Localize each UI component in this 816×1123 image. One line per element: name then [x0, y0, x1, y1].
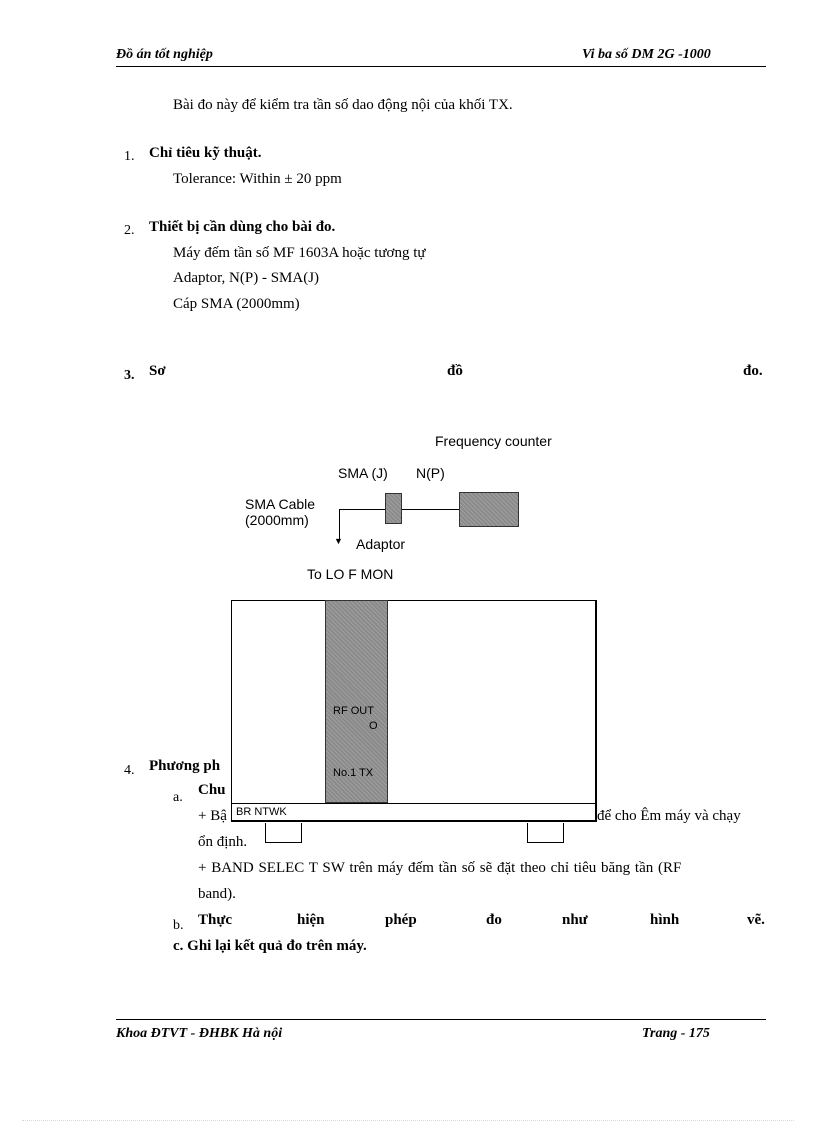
item-a-plus-2-line-2: band). [198, 886, 236, 902]
item-b-word-5: như [562, 912, 588, 928]
item-b-word-6: hình [650, 912, 680, 928]
label-no1-tx: No.1 TX [333, 767, 374, 779]
item-a-line-1-start: + Bậ [198, 808, 227, 824]
equipment-foot-left [265, 823, 302, 843]
section-3-word-3: đo. [743, 363, 763, 379]
cable-line-right [401, 509, 459, 510]
section-3-number: 3. [124, 368, 135, 383]
footer-left: Khoa ĐTVT - ĐHBK Hà nội [116, 1026, 283, 1041]
section-4-title: Phương ph [149, 758, 221, 774]
header-left: Đồ án tốt nghiệp [116, 47, 213, 62]
header-rule [116, 66, 766, 67]
label-br-ntwk: BR NTWK [236, 806, 287, 818]
label-sma-j: SMA (J) [338, 465, 388, 481]
section-3-word-1: Sơ [149, 363, 166, 379]
header-right: Vi ba số DM 2G -1000 [582, 47, 711, 62]
label-frequency-counter: Frequency counter [435, 433, 552, 449]
section-2-line-3: Cáp SMA (2000mm) [173, 296, 300, 312]
section-1-line-1: Tolerance: Within ± 20 ppm [173, 171, 342, 187]
frequency-counter-block [459, 492, 519, 527]
item-b-word-4: đo [486, 912, 502, 928]
label-to-lo-f-mon: To LO F MON [307, 566, 394, 582]
item-a-line-2: ổn định. [198, 834, 248, 850]
item-b-word-3: phép [385, 912, 417, 928]
item-a-title: Chu [198, 782, 226, 798]
item-b-word-1: Thực [198, 912, 233, 928]
item-b-word-2: hiện [297, 912, 325, 928]
item-b-word-7: vẽ. [747, 912, 765, 928]
label-sma-cable-length: (2000mm) [245, 512, 309, 528]
section-2-line-2: Adaptor, N(P) - SMA(J) [173, 270, 320, 286]
footer-rule [116, 1019, 766, 1020]
section-2-line-1: Máy đếm tần số MF 1603A hoặc tương tự [173, 245, 426, 261]
item-c-line: c. Ghi lại kết quả đo trên máy. [173, 938, 367, 954]
intro-text: Bài đo này để kiểm tra tần số dao động nội của khối TX. [173, 97, 513, 113]
item-a-plus-2-line-1: + BAND SELEC T SW trên máy đếm tần số sẽ đặt theo chỉ tiêu băng tần (RF [198, 860, 682, 876]
footer-right: Trang - 175 [642, 1026, 710, 1041]
item-a-line-1-end: để cho Êm máy và chạy [597, 808, 741, 824]
label-rf-out: RF OUT [333, 705, 374, 717]
page-bottom-edge [22, 1120, 794, 1121]
equipment-divider [231, 803, 597, 804]
section-1-title: Chỉ tiêu kỹ thuật. [149, 145, 262, 161]
item-b-marker: b. [173, 918, 184, 933]
adaptor-block [385, 493, 402, 524]
label-sma-cable: SMA Cable [245, 496, 316, 512]
equipment-foot-right [527, 823, 564, 843]
cable-line-left [339, 509, 385, 510]
item-a-marker: a. [173, 790, 183, 805]
section-3-word-2: đồ [447, 363, 463, 379]
section-2-number: 2. [124, 223, 135, 238]
label-adaptor: Adaptor [356, 536, 406, 552]
section-1-number: 1. [124, 149, 135, 164]
section-2-title: Thiết bị cần dùng cho bài đo. [149, 219, 336, 235]
equipment-box [231, 600, 597, 822]
arrow-down-icon: ▼ [334, 536, 343, 546]
label-n-p: N(P) [416, 465, 445, 481]
rf-out-port-icon: O [369, 720, 378, 732]
section-4-number: 4. [124, 763, 135, 778]
